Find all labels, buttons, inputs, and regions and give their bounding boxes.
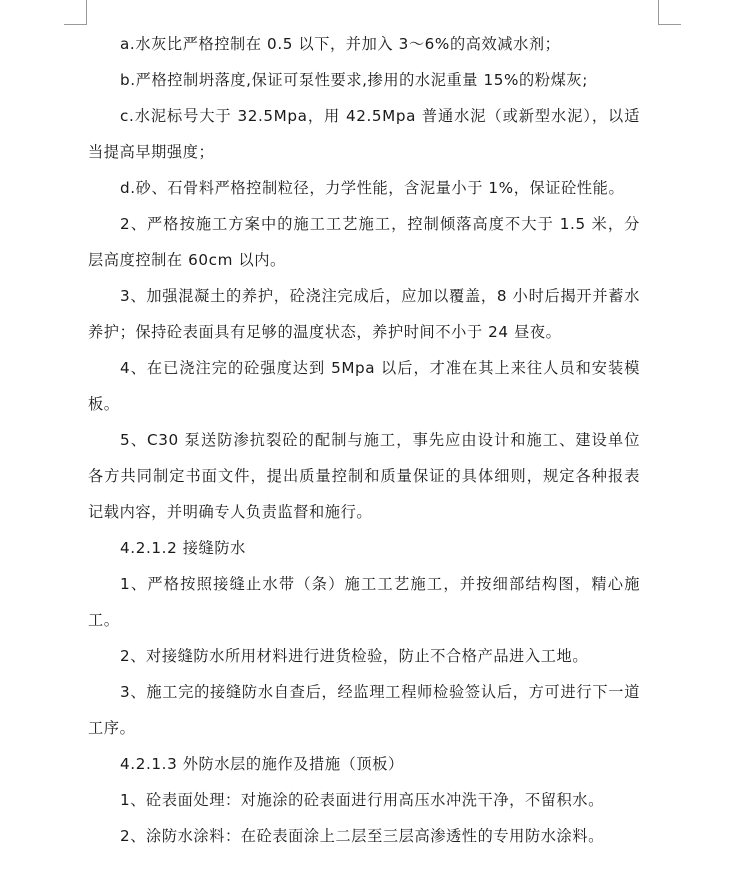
paragraph-c30-concrete: 5、C30 泵送防渗抗裂砼的配制与施工，事先应由设计和施工、建设单位各方共同制定书面文件，提出质量控制和质量保证的具体细则，规定各种报表记载内容，并明确专人负责监督和施行。 (88, 431, 640, 521)
paragraph-coating: 2、涂防水涂料：在砼表面涂上二层至三层高渗透性的专用防水涂料。 (120, 827, 604, 845)
paragraph-waterstop: 1、严格按照接缝止水带（条）施工工艺施工，并按细部结构图，精心施工。 (88, 575, 640, 629)
paragraph-slump-control: b.严格控制坍落度,保证可泵性要求,掺用的水泥重量 15%的粉煤灰; (120, 71, 588, 89)
paragraph-strength-formwork: 4、在已浇注完的砼强度达到 5Mpa 以后，才准在其上来往人员和安装模板。 (88, 359, 640, 413)
document-body[interactable] (88, 26, 640, 854)
paragraph-aggregate: d.砂、石骨料严格控制粒径，力学性能，含泥量小于 1%，保证砼性能。 (120, 179, 625, 197)
paragraph-curing: 3、加强混凝土的养护，砼浇注完成后，应加以覆盖，8 小时后揭开并蓄水养护；保持砼表面具有足够的温度状态，养护时间不小于 24 昼夜。 (88, 287, 640, 341)
crop-mark-top-left (64, 0, 87, 25)
section-heading-joint-waterproofing: 4.2.1.2 接缝防水 (120, 539, 246, 557)
paragraph-pouring-height: 2、严格按施工方案中的施工工艺施工，控制倾落高度不大于 1.5 米，分层高度控制在 60cm 以内。 (88, 215, 640, 269)
paragraph-surface-treatment: 1、砼表面处理：对施涂的砼表面进行用高压水冲洗干净，不留积水。 (120, 791, 604, 809)
paragraph-supervision-signoff: 3、施工完的接缝防水自查后，经监理工程师检验签认后，方可进行下一道工序。 (88, 683, 640, 737)
crop-mark-top-right (658, 0, 681, 25)
paragraph-cement-grade: c.水泥标号大于 32.5Mpa，用 42.5Mpa 普通水泥（或新型水泥），以适当提高早期强度； (88, 107, 640, 161)
section-heading-external-waterproof-layer: 4.2.1.3 外防水层的施作及措施（顶板） (120, 755, 404, 773)
paragraph-water-cement-ratio: a.水灰比严格控制在 0.5 以下，并加入 3～6%的高效减水剂； (120, 35, 561, 53)
paragraph-material-inspection: 2、对接缝防水所用材料进行进货检验，防止不合格产品进入工地。 (120, 647, 589, 665)
